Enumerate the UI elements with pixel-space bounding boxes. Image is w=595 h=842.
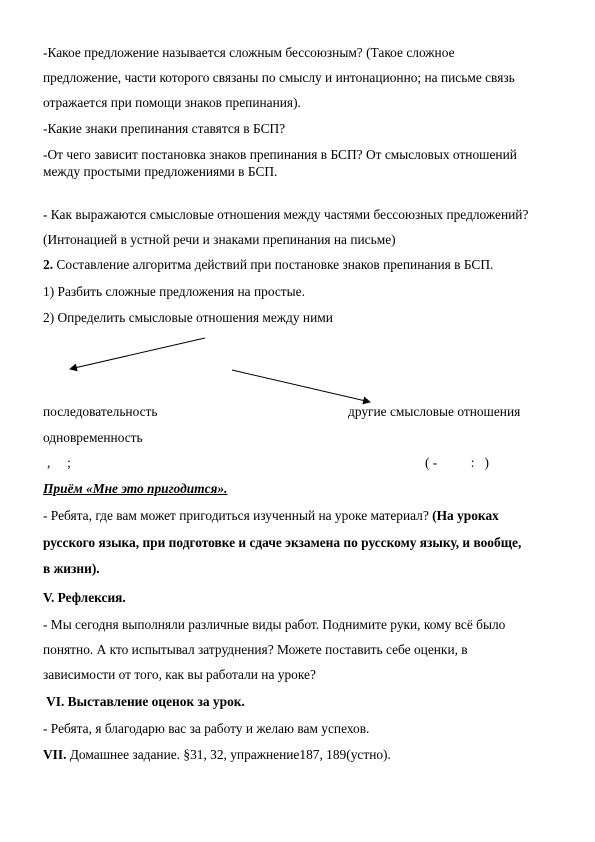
reflection-line-3: зависимости от того, как вы работали на уроке? xyxy=(43,667,316,682)
step-text: Составление алгоритма действий при постановке знаков препинания в БСП. xyxy=(53,257,494,272)
answer-line-4: (Интонацией в устной речи и знаками препинания на письме) xyxy=(43,232,396,247)
grading-title: VI. Выставление оценок за урок. xyxy=(43,694,245,709)
arrow-right xyxy=(232,370,370,402)
homework-number: VII. xyxy=(43,747,67,762)
question-line-3: -От чего зависит постановка знаков препинания в БСП? От смысловых отношений xyxy=(43,147,517,162)
reflection-title: V. Рефлексия. xyxy=(43,590,126,605)
answer-line-1: предложение, части которого связаны по смыслу и интонационно; на письме связь xyxy=(43,70,515,85)
diagram-right-marks: ( - : ) xyxy=(425,455,489,470)
homework-text: Домашнее задание. §31, 32, упражнение187, 189(устно). xyxy=(66,747,391,762)
priem-question xyxy=(43,507,499,524)
step-number: 2. xyxy=(43,257,54,272)
algorithm-step-2: 2) Определить смысловые отношения между ними xyxy=(43,310,333,325)
reflection-line-1: - Мы сегодня выполняли различные виды работ. Поднимите руки, кому всё было xyxy=(43,617,506,632)
question-line-4: - Как выражаются смысловые отношения между частями бессоюзных предложений? xyxy=(43,207,529,222)
algorithm-step-1: 1) Разбить сложные предложения на простые. xyxy=(43,284,305,299)
question-line-1: -Какое предложение называется сложным бессоюзным? (Такое сложное xyxy=(43,45,455,60)
diagram-left-marks: , ; xyxy=(47,455,71,470)
homework-line xyxy=(43,746,391,763)
diagram-left-label-2: одновременность xyxy=(43,430,143,445)
priem-question-text: - Ребята, где вам может пригодиться изученный на уроке материал? xyxy=(43,508,433,523)
question-line-2: -Какие знаки препинания ставятся в БСП? xyxy=(43,121,286,136)
priem-answer-start: (На уроках xyxy=(432,508,499,523)
answer-line-2: отражается при помощи знаков препинания). xyxy=(43,95,301,110)
arrow-left xyxy=(70,338,205,369)
question-line-3b: между простыми предложениями в БСП. xyxy=(43,164,278,179)
diagram-left-label-1: последовательность xyxy=(43,404,158,419)
thanks-line: - Ребята, я благодарю вас за работу и желаю вам успехов. xyxy=(43,721,370,736)
reflection-line-2: понятно. А кто испытывал затруднения? Можете поставить себе оценки, в xyxy=(43,642,468,657)
priem-title: Приём «Мне это пригодится». xyxy=(43,481,228,496)
priem-answer-line-3: в жизни). xyxy=(43,561,100,576)
priem-answer-line-2: русского языка, при подготовке и сдаче экзамена по русскому языку, и вообще, xyxy=(43,535,522,550)
diagram-right-label-1: другие смысловые отношения xyxy=(348,404,521,419)
